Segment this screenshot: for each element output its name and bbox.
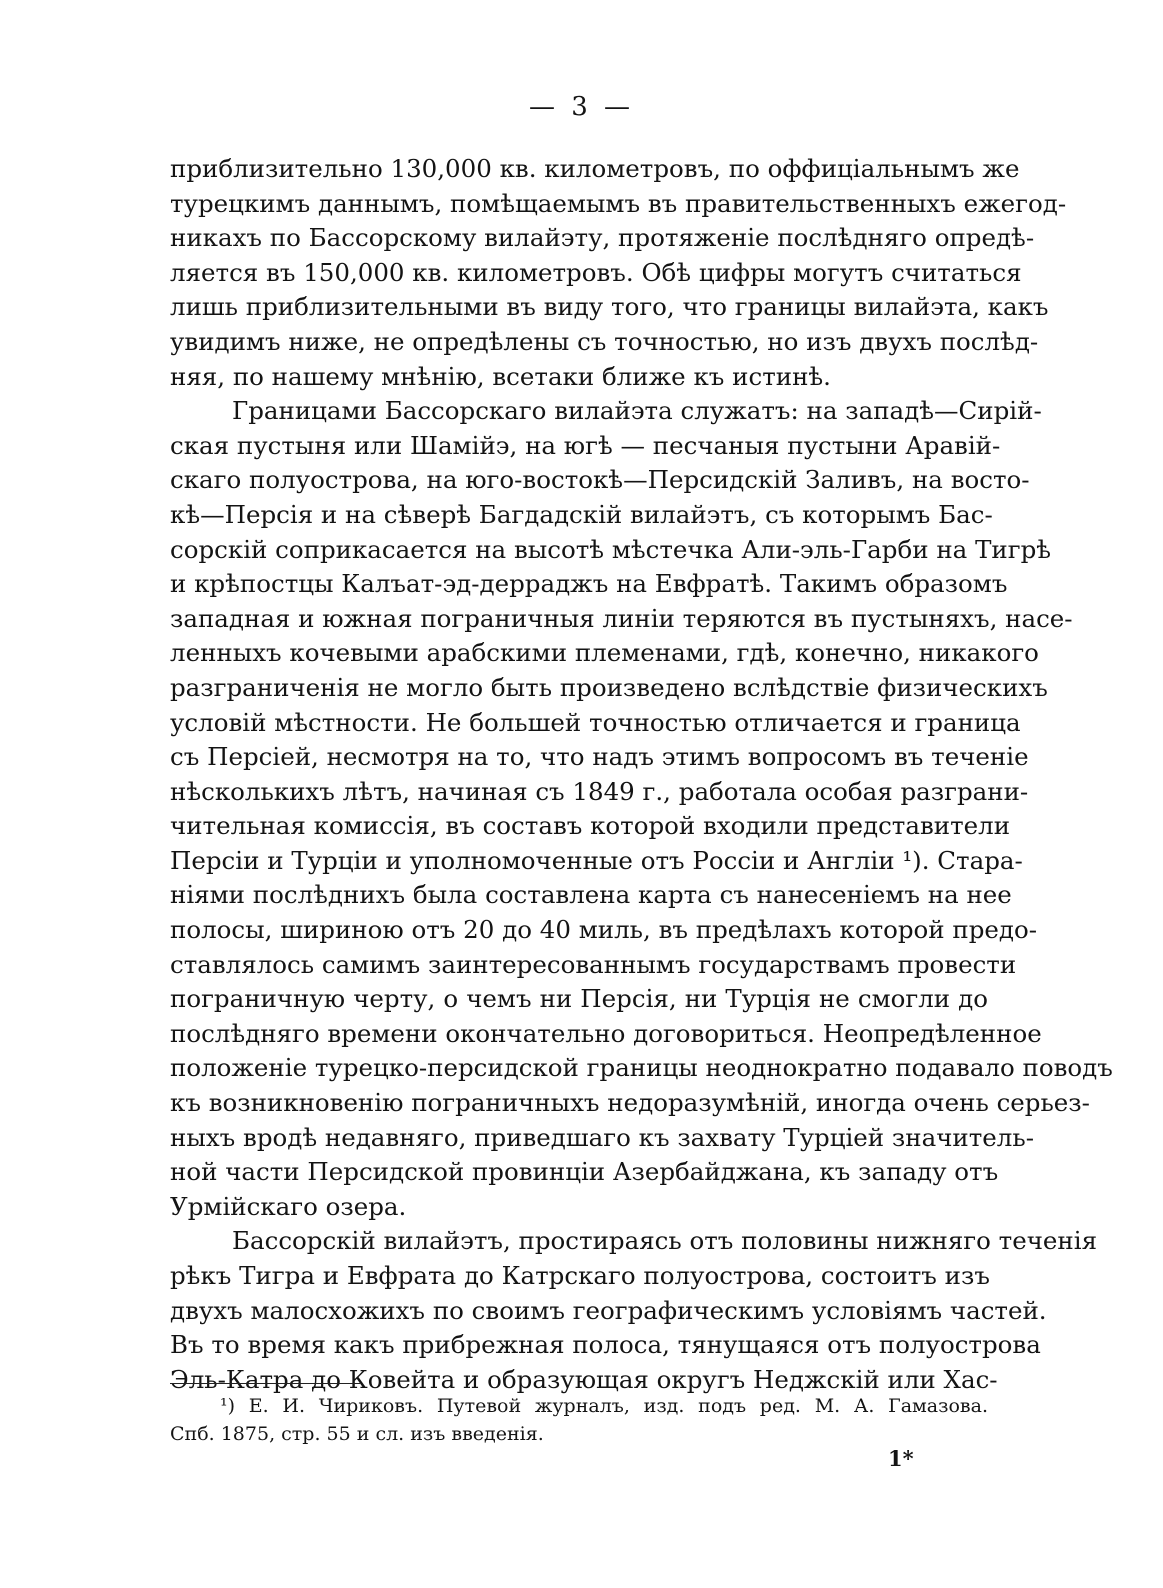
- footnote: [170, 1392, 988, 1448]
- footnote-divider: [170, 1383, 360, 1384]
- text-line: чительная комиссія, въ составъ которой входили представители: [170, 811, 1011, 841]
- text-line: Эль-Катра до Ковейта и образующая округъ Неджскій или Хас-: [170, 1364, 998, 1394]
- text-line: ной части Персидской провинціи Азербайджана, къ западу отъ: [170, 1157, 999, 1187]
- text-line: Въ то время какъ прибрежная полоса, тянущаяся отъ полуострова: [170, 1330, 1041, 1360]
- footnote-line: ¹) Е. И. Чириковъ. Путевой журналъ, изд. подъ ред. М. А. Гамазова.: [220, 1395, 988, 1417]
- text-line: сорскій соприкасается на высотѣ мѣстечка Али-эль-Гарби на Тигрѣ: [170, 534, 1052, 564]
- text-line: полосы, шириною отъ 20 до 40 миль, въ предѣлахъ которой предо-: [170, 915, 1038, 945]
- text-line: къ возникновенію пограничныхъ недоразумѣній, иногда очень серьез-: [170, 1088, 1090, 1118]
- text-line: кѣ—Персія и на сѣверѣ Багдадскій вилайэтъ, съ которымъ Бас-: [170, 499, 993, 529]
- text-line: и крѣпостцы Калъат-эд-дерраджъ на Евфратѣ. Такимъ образомъ: [170, 569, 1008, 599]
- text-line: ставлялось самимъ заинтересованнымъ государствамъ провести: [170, 949, 1017, 979]
- text-line: скаго полуострова, на юго-востокѣ—Персидскій Заливъ, на восто-: [170, 465, 1030, 495]
- text-line: Границами Бассорскаго вилайэта служатъ: на западѣ—Сирій-: [232, 396, 1042, 426]
- text-line: Персіи и Турціи и уполномоченные отъ Россіи и Англіи ¹). Стара-: [170, 845, 1023, 875]
- text-line: турецкимъ даннымъ, помѣщаемымъ въ правительственныхъ ежегод-: [170, 188, 1067, 218]
- text-line: Урмійскаго озера.: [170, 1191, 407, 1221]
- text-line: съ Персіей, несмотря на то, что надъ этимъ вопросомъ въ теченіе: [170, 742, 1029, 772]
- text-line: положеніе турецко-персидской границы неоднократно подавало поводъ: [170, 1053, 1113, 1083]
- page-number: — 3 —: [528, 92, 635, 122]
- text-line: Бассорскій вилайэтъ, простираясь отъ половины нижняго теченія: [232, 1226, 1098, 1256]
- text-line: никахъ по Бассорскому вилайэту, протяженіе послѣдняго опредѣ-: [170, 223, 1035, 253]
- text-line: ныхъ вродѣ недавняго, приведшаго къ захвату Турціей значитель-: [170, 1122, 1034, 1152]
- text-line: ніями послѣднихъ была составлена карта съ нанесеніемъ на нее: [170, 880, 1012, 910]
- text-line: послѣдняго времени окончательно договориться. Неопредѣленное: [170, 1018, 1042, 1048]
- text-line: ленныхъ кочевыми арабскими племенами, гдѣ, конечно, никакого: [170, 638, 1039, 668]
- text-line: ляется въ 150,000 кв. километровъ. Обѣ цифры могутъ считаться: [170, 257, 1022, 287]
- text-line: западная и южная пограничныя линіи теряются въ пустыняхъ, насе-: [170, 603, 1073, 633]
- paragraph-3: [170, 1224, 1098, 1397]
- footnote-line: Спб. 1875, стр. 55 и сл. изъ введенія.: [170, 1423, 544, 1445]
- paragraph-2: [170, 394, 1113, 1224]
- text-line: увидимъ ниже, не опредѣлены съ точностью, но изъ двухъ послѣд-: [170, 326, 1039, 356]
- text-line: приблизительно 130,000 кв. километровъ, по оффиціальнымъ же: [170, 154, 1020, 183]
- text-line: лишь приблизительными въ виду того, что границы вилайэта, какъ: [170, 292, 1049, 322]
- text-line: разграниченія не могло быть произведено вслѣдствіе физическихъ: [170, 672, 1048, 702]
- text-line: няя, по нашему мнѣнію, всетаки ближе къ истинѣ.: [170, 361, 831, 391]
- signature-mark: 1*: [888, 1446, 914, 1471]
- body-text: [170, 152, 1113, 1397]
- text-line: рѣкъ Тигра и Евфрата до Катрскаго полуострова, состоитъ изъ: [170, 1261, 990, 1290]
- text-line: условій мѣстности. Не большей точностью отличается и граница: [170, 707, 1021, 737]
- text-line: ская пустыня или Шамійэ, на югѣ — песчаныя пустыни Аравій-: [170, 430, 1001, 460]
- paragraph-1: [170, 152, 1067, 394]
- text-line: нѣсколькихъ лѣтъ, начиная съ 1849 г., работала особая разграни-: [170, 776, 1029, 806]
- text-line: пограничную черту, о чемъ ни Персія, ни Турція не смогли до: [170, 984, 988, 1014]
- text-line: двухъ малосхожихъ по своимъ географическимъ условіямъ частей.: [170, 1295, 1047, 1325]
